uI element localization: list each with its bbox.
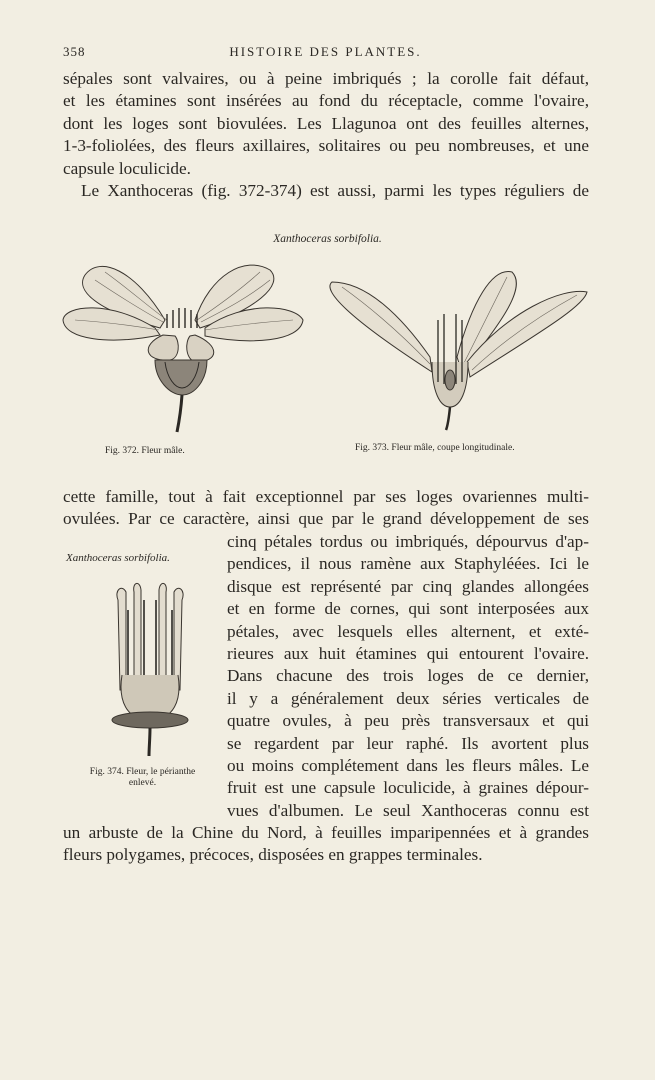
text-line: fruit est une capsule loculicide, à graines dépour- — [227, 778, 589, 798]
text-line: 1-3-foliolées, des fleurs axillaires, solitaires ou peu nombreuses, et une — [63, 136, 589, 156]
fig374-stamens-illustration — [108, 580, 192, 760]
text-line: pendices, il nous ramène aux Staphyléées. Ici le — [227, 554, 589, 574]
fig372-flower-illustration — [55, 250, 310, 435]
text-line: cinq pétales tordus ou imbriqués, dépourvus d'ap- — [227, 532, 589, 551]
page-number: 358 — [63, 44, 86, 59]
fig374-caption-line: enlevé. — [128, 778, 157, 788]
text-line: dont les loges sont biovulées. Les Llagunoa ont des feuilles alternes, — [63, 113, 589, 133]
running-title: HISTOIRE DES PLANTES. — [229, 44, 422, 59]
text-line: vues d'albumen. Le seul Xanthoceras connu est — [227, 800, 589, 820]
text-line: quatre ovules, à peu près transversaux et qui — [227, 711, 589, 731]
text-line: se regardent par leur raphé. Ils avortent plus — [227, 733, 589, 753]
bottom-paragraph — [63, 822, 589, 867]
top-paragraph — [63, 68, 589, 202]
text-line: il y a généralement deux séries verticales de — [227, 688, 589, 708]
fig373-section-illustration — [322, 262, 590, 432]
fig372-caption: Fig. 372. Fleur mâle. — [105, 446, 185, 456]
fig374-caption — [70, 767, 215, 789]
text-line: et en forme de cornes, qui sont interposées aux — [227, 599, 589, 619]
text-line: ou moins complétement dans les fleurs mâles. Le — [227, 755, 589, 775]
text-line: et les étamines sont insérées au fond du réceptacle, comme l'ovaire, — [63, 91, 589, 111]
fig373-caption: Fig. 373. Fleur mâle, coupe longitudinale. — [355, 443, 515, 453]
text-line: sépales sont valvaires, ou à peine imbriqués ; la corolle fait défaut, — [63, 69, 589, 88]
fig374-caption-line: Fig. 374. Fleur, le périanthe — [89, 767, 196, 777]
text-line: cette famille, tout à fait exceptionnel par ses loges ovariennes multi- — [63, 487, 589, 506]
text-line: Dans chacune des trois loges de ce dernier, — [227, 666, 589, 686]
fig374-species-caption: Xanthoceras sorbifolia. — [66, 552, 170, 564]
running-head — [63, 44, 588, 66]
text-line: rieures aux huit étamines qui entourent l'ovaire. — [227, 643, 589, 663]
text-line: capsule loculicide. — [63, 158, 191, 178]
text-line: Le Xanthoceras (fig. 372-374) est aussi, parmi les types réguliers de — [81, 180, 589, 200]
text-line: un arbuste de la Chine du Nord, à feuilles imparipennées et à grandes — [63, 823, 589, 842]
text-line: pétales, avec lesquels elles alternent, et exté- — [227, 621, 589, 641]
text-line: ovulées. Par ce caractère, ainsi que par le grand développement de ses — [63, 509, 589, 529]
text-line: disque est représenté par cinq glandes allongées — [227, 576, 589, 596]
figure-group-caption: Xanthoceras sorbifolia. — [273, 233, 382, 245]
middle-paragraph — [63, 486, 589, 531]
text-line: fleurs polygames, précoces, disposées en grappes terminales. — [63, 845, 483, 865]
right-column-paragraph — [227, 531, 589, 822]
